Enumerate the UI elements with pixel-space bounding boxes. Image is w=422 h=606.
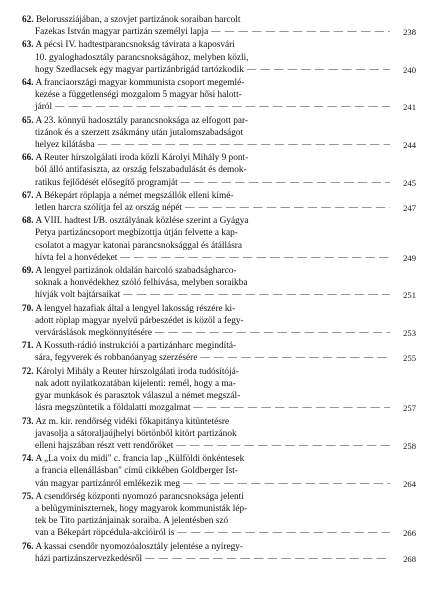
toc-entry-line: [22, 215, 390, 227]
toc-entry: [24, 416, 416, 453]
toc-entry-title: [24, 340, 390, 364]
toc-entry-line: [24, 503, 390, 515]
toc-entry-number: 68.: [22, 216, 34, 227]
toc-entry-number: 76.: [22, 541, 34, 552]
toc-entry: [24, 115, 416, 152]
toc-page-number: 253: [403, 328, 416, 339]
toc-entry-number: 63.: [22, 40, 34, 51]
toc-line-content: A kassai csendőr nyomozóalosztály jelentése a nyíregy-: [35, 541, 244, 552]
dot-leader: [142, 553, 390, 565]
toc-line-content: Petya partizáncsoport megbízottja útján felvette a kap-: [35, 228, 238, 239]
toc-line-text: [22, 15, 240, 25]
toc-entry-number: 73.: [22, 416, 34, 427]
toc-entry-line: [22, 265, 390, 277]
toc-entry-line: [24, 428, 390, 440]
toc-entry: [24, 303, 416, 340]
toc-line-content: soknak a honvédekhez szóló felhívása, melyben soraikba: [35, 278, 248, 289]
toc-line-text: [35, 516, 228, 526]
toc-entry-line: [24, 440, 390, 452]
toc-entry: [24, 39, 416, 76]
dot-leader: [190, 402, 390, 414]
toc-entry-line: [22, 541, 390, 553]
toc-entry-title: [24, 366, 390, 415]
toc-entry-line: [22, 453, 390, 465]
toc-entry-number: 75.: [22, 491, 34, 502]
toc-entry-line: [22, 340, 390, 352]
toc-entry-line: [24, 277, 390, 289]
toc-entry-line: [24, 390, 390, 402]
toc-line-content: gyar munkások és parasztok válaszul a német megszál-: [35, 391, 241, 402]
toc-line-text: [35, 466, 238, 476]
toc-line-text: [35, 252, 117, 264]
toc-line-text: [35, 64, 244, 76]
toc-line-text: [35, 139, 95, 151]
toc-line-text: [22, 454, 244, 464]
toc-entry-line: [22, 303, 390, 315]
toc-entry-title: [24, 491, 390, 540]
toc-line-text: [35, 478, 180, 490]
toc-entry-title: [24, 541, 390, 565]
toc-entry-line: [24, 139, 390, 151]
toc-entry-line: [24, 327, 390, 339]
toc-entry-number: 69.: [22, 266, 34, 277]
toc-line-text: [35, 327, 152, 339]
toc-entry-title: [24, 453, 390, 490]
toc-line-content: A Reuter hírszolgálati iroda közli Károlyi Mihály 9 pont-: [35, 153, 249, 164]
toc-line-text: [22, 40, 235, 50]
toc-line-content: csolatot a magyar katonai parancsnoksággal és átállásra: [35, 240, 243, 251]
toc-line-content: a belügyminiszternek, hogy magyarok kommunisták lép-: [35, 503, 248, 514]
toc-entry: [24, 14, 416, 38]
toc-line-content: Az m. kir. rendőrség vidéki főkapitánya kitüntetésre: [35, 416, 230, 427]
toc-line-text: [22, 216, 249, 226]
toc-entry-title: [24, 215, 390, 264]
toc-entry-title: [24, 152, 390, 189]
toc-line-content: nak adott nyilatkozatában kijelenti: remél, hogy a ma-: [35, 378, 236, 389]
toc-entry-line: [24, 52, 390, 64]
toc-page-number: 251: [403, 290, 416, 301]
toc-line-content: tizánok és a szerzett zsákmány után jutalomszabadságot: [35, 127, 244, 138]
toc-line-text: [22, 78, 244, 88]
toc-entry-line: [24, 465, 390, 477]
toc-entry-line: [22, 366, 390, 378]
toc-line-text: [35, 26, 208, 38]
toc-entry-title: [24, 39, 390, 76]
toc-entry-line: [24, 127, 390, 139]
toc-entry-line: [24, 553, 390, 565]
toc-line-content: A lengyel partizánok oldalán harcoló szabadságharco-: [35, 266, 237, 277]
toc-entry-title: [24, 14, 390, 38]
toc-line-content: A franciaországi magyar kommunista csoport megemlé-: [35, 78, 245, 89]
toc-line-text: [22, 542, 243, 552]
toc-line-text: [22, 153, 248, 163]
toc-line-content: A csendőrség központi nyomozó parancsnoksága jelenti: [35, 491, 244, 502]
dot-leader: [174, 527, 390, 539]
toc-line-content: kezése a függetlenségi mozgalom 5 magyar hősi halott-: [35, 90, 242, 101]
toc-entry-title: [24, 265, 390, 302]
toc-line-content: Fazekas István magyar partizán személyi lapja: [35, 27, 209, 38]
toc-entry-number: 66.: [22, 153, 34, 164]
dot-leader: [173, 440, 390, 452]
toc-entry-line: [24, 289, 390, 301]
toc-line-content: hívta fel a honvédeket: [35, 252, 118, 263]
toc-entry-title: [24, 190, 390, 214]
toc-entry: [24, 491, 416, 540]
toc-entry-line: [22, 14, 390, 26]
toc-line-content: elleni hajszában részt vett rendőröket: [35, 440, 174, 451]
toc-line-content: tek be Tito partizánjainak soraiba. A jelentésben szó: [35, 516, 229, 527]
dot-leader: [208, 26, 390, 38]
toc-line-text: [35, 278, 247, 288]
toc-line-content: A Kossuth-rádió instrukciói a partizánharc megindítá-: [35, 341, 237, 352]
toc-entry-line: [24, 252, 390, 264]
toc-entry-title: [24, 303, 390, 340]
toc-line-text: [35, 241, 242, 251]
dot-leader: [117, 252, 390, 264]
toc-entry-title: [24, 115, 390, 152]
toc-page-number: 244: [403, 140, 416, 151]
toc-entry: [24, 215, 416, 264]
toc-line-content: ván magyar partizánról emlékezik meg: [35, 478, 181, 489]
toc-entry-line: [24, 177, 390, 189]
toc-line-text: [35, 228, 238, 238]
toc-entry-number: 72.: [22, 366, 34, 377]
toc-entry: [24, 152, 416, 189]
toc-page-number: 247: [403, 203, 416, 214]
toc-entry: [24, 265, 416, 302]
dot-leader: [95, 139, 390, 151]
toc-line-text: [35, 53, 249, 63]
toc-entry-line: [24, 240, 390, 252]
toc-line-text: [35, 177, 178, 189]
toc-entry-line: [22, 416, 390, 428]
toc-line-text: [22, 191, 233, 201]
toc-line-content: A lengyel hazafiak által a lengyel lakosság részére ki-: [35, 303, 236, 314]
toc-page-number: 268: [403, 553, 416, 564]
toc-entry-line: [24, 402, 390, 414]
toc-entry-line: [24, 315, 390, 327]
toc-entry: [24, 77, 416, 114]
toc-line-content: A VIII. hadtest I/B. osztályának közlése szerint a Gyágya: [35, 216, 249, 227]
toc-line-content: A Békepárt röplapja a német megszállók elleni kímé-: [35, 190, 234, 201]
toc-line-content: letlen harcra szólítja fel az ország népét: [35, 203, 183, 214]
dot-leader: [197, 352, 390, 364]
toc-entry-number: 64.: [22, 78, 34, 89]
toc-page-number: 245: [403, 177, 416, 188]
toc-page-number: 241: [403, 102, 416, 113]
toc-line-content: van a Békepárt röpcédula-akcióiról is: [35, 528, 175, 539]
toc-entry-line: [24, 478, 390, 490]
toc-entry-number: 67.: [22, 190, 34, 201]
toc-entry-line: [22, 115, 390, 127]
toc-line-content: Belorussziájában, a szovjet partizánok soraiban harcolt: [35, 15, 241, 25]
toc-line-text: [35, 289, 120, 301]
toc-entry-line: [24, 164, 390, 176]
toc-line-text: [35, 165, 247, 175]
toc-page-number: 238: [403, 27, 416, 38]
toc-page-number: 240: [403, 64, 416, 75]
dot-leader: [182, 202, 390, 214]
toc-line-text: [35, 553, 142, 565]
toc-line-content: 10. gyaloghadosztály parancsnokságához, melyben közli,: [35, 52, 249, 63]
toc-entry-line: [22, 39, 390, 51]
toc-entry-title: [24, 416, 390, 453]
toc-entry-line: [24, 26, 390, 38]
toc-page-number: 249: [403, 252, 416, 263]
toc-line-content: javasolja a sátoraljaújhelyi börtönből kitört partizánok: [35, 428, 237, 439]
toc-line-text: [35, 316, 244, 326]
toc-entry-line: [24, 527, 390, 539]
toc-line-content: ból álló antifasiszta, az ország felszabadulását és demok-: [35, 165, 247, 176]
toc-line-text: [22, 367, 239, 377]
toc-line-text: [35, 90, 242, 100]
toc-page-number: 255: [403, 353, 416, 364]
toc-line-content: házi partizánszervezkedésről: [35, 553, 143, 564]
toc-entry-number: 71.: [22, 341, 34, 352]
toc-line-content: helyez kilátásba: [35, 140, 95, 151]
toc-entry-line: [24, 378, 390, 390]
toc-entry: [24, 340, 416, 364]
toc-line-text: [35, 101, 52, 113]
toc-line-text: [35, 504, 247, 514]
toc-entry-line: [24, 227, 390, 239]
toc-entry: [24, 453, 416, 490]
toc-line-content: hogy Szedlacsek egy magyar partizánbrigád tartózkodik: [35, 64, 244, 75]
toc-entry-line: [24, 352, 390, 364]
toc-page-number: 266: [403, 528, 416, 539]
toc-line-content: sára, fegyverek és robbanóanyag szerzésére: [35, 353, 198, 364]
toc-line-text: [22, 341, 236, 351]
toc-entry-line: [24, 202, 390, 214]
toc-page-number: 264: [403, 478, 416, 489]
toc-line-content: A pécsi IV. hadtestparancsnokság távirata a kaposvári: [35, 40, 235, 51]
toc-entry-number: 74.: [22, 454, 34, 465]
toc-line-content: lásra megszüntetik a földalatti mozgalmat: [35, 403, 191, 414]
toc-line-text: [22, 116, 248, 126]
toc-line-text: [22, 492, 244, 502]
dot-leader: [52, 101, 390, 113]
toc-line-content: járól: [35, 102, 53, 113]
toc-entry: [24, 366, 416, 415]
toc-line-content: adott röplap magyar nyelvű párbeszédet is közöl a fegy-: [35, 315, 244, 326]
dot-leader: [244, 64, 390, 76]
toc-line-content: A 23. könnyű hadosztály parancsnoksága az elfogott par-: [35, 115, 248, 126]
toc-line-content: ratikus fejlődését elősegítő programját: [35, 177, 178, 188]
toc-entry-line: [24, 89, 390, 101]
toc-entry-line: [22, 77, 390, 89]
toc-line-text: [35, 402, 190, 414]
toc-line-content: verváráslások megkönnyítésére: [35, 328, 152, 339]
toc-entry-number: 70.: [22, 303, 34, 314]
toc-entry-line: [24, 64, 390, 76]
dot-leader: [180, 478, 390, 490]
toc-entry-line: [22, 152, 390, 164]
toc-entry: [24, 190, 416, 214]
toc-line-text: [35, 128, 243, 138]
toc-line-text: [35, 391, 240, 401]
toc-line-content: A „La voix du midi" c. francia lap „Külföldi önkéntesek: [35, 454, 245, 465]
toc-line-text: [35, 440, 173, 452]
dot-leader: [120, 289, 390, 301]
toc-page-number: 257: [403, 403, 416, 414]
toc-entry-number: 62.: [22, 15, 34, 25]
toc-line-content: hívják volt bajtársaikat: [35, 290, 121, 301]
toc-line-text: [22, 266, 237, 276]
dot-leader: [178, 177, 390, 189]
toc-line-text: [35, 379, 236, 389]
toc-line-text: [22, 304, 235, 314]
toc-entry-line: [22, 190, 390, 202]
toc-line-text: [35, 202, 182, 214]
toc-entry-number: 65.: [22, 115, 34, 126]
toc-entry-line: [24, 101, 390, 113]
toc-line-content: a francia ellenállásban" című cikkében Goldberger Ist-: [35, 466, 238, 477]
toc-line-text: [35, 527, 174, 539]
toc-entry: [24, 541, 416, 565]
toc-entry-line: [22, 491, 390, 503]
toc-line-content: Károlyi Mihály a Reuter hírszolgálati iroda tudósítójá-: [35, 366, 239, 377]
toc-page-number: 258: [403, 440, 416, 451]
toc-line-text: [35, 352, 197, 364]
toc-line-text: [35, 429, 237, 439]
toc-entry-title: [24, 77, 390, 114]
dot-leader: [152, 327, 390, 339]
toc-line-text: [22, 417, 229, 427]
toc-entry-line: [24, 515, 390, 527]
